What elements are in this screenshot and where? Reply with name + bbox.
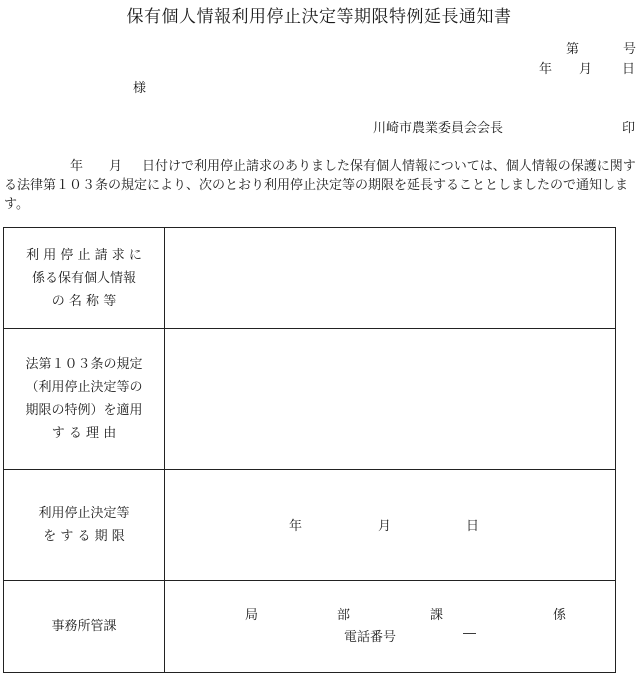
- body-month: 月: [109, 159, 123, 174]
- value-department[interactable]: [165, 581, 616, 673]
- dept-bu: 部: [337, 607, 351, 623]
- issuer-name: 川崎市農業委員会会長: [373, 121, 504, 136]
- addressee-suffix: 様: [133, 81, 147, 96]
- label-line: 係る保有個人情報: [31, 270, 136, 286]
- row-info-name: [4, 228, 616, 329]
- dept-kakari: 係: [553, 607, 567, 623]
- label-reason: [4, 329, 165, 470]
- seal-mark: 印: [622, 121, 636, 136]
- label-line: 期限の特例）を適用: [25, 403, 143, 418]
- label-line: 利用停止決定等: [38, 506, 130, 521]
- value-reason[interactable]: [165, 329, 616, 470]
- label-line: の 名 称 等: [51, 293, 117, 309]
- row-deadline: [4, 470, 616, 581]
- dept-kyoku: 局: [245, 607, 259, 623]
- row-reason: [4, 329, 616, 470]
- date-year: 年: [539, 62, 553, 77]
- deadline-year: 年: [289, 519, 303, 534]
- phone-label: 電話番号: [344, 629, 397, 645]
- label-line: を す る 期 限: [43, 529, 125, 544]
- body-text: 日付けで利用停止請求のありました保有個人情報については、個人情報の保護に関する法律第１０３条の規定により、次のとおり利用停止決定等の期限を延長することとしましたので通知します。: [4, 159, 636, 212]
- deadline-month: 月: [378, 519, 392, 534]
- notice-paragraph: [4, 157, 636, 214]
- deadline-day: 日: [466, 519, 480, 534]
- label-line: 法第１０３条の規定: [25, 357, 143, 372]
- document-title: 保有個人情報利用停止決定等期限特例延長通知書: [126, 7, 512, 27]
- label-deadline: [4, 470, 165, 581]
- value-deadline[interactable]: [165, 470, 616, 581]
- label-line: す る 理 由: [51, 426, 117, 441]
- date-day: 日: [622, 62, 636, 77]
- label-info-name: [4, 228, 165, 329]
- number-go: 号: [623, 42, 637, 57]
- label-department: 事務所管課: [4, 581, 165, 673]
- label-line: （利用停止決定等の: [25, 380, 143, 395]
- body-year: 年: [70, 159, 84, 174]
- value-info-name[interactable]: [165, 228, 616, 329]
- date-month: 月: [579, 62, 593, 77]
- dept-ka: 課: [430, 607, 444, 623]
- number-dai: 第: [566, 42, 580, 57]
- extension-form-table: [3, 227, 616, 673]
- row-department: [4, 581, 616, 673]
- phone-dash: ―: [463, 625, 476, 641]
- label-line: 利 用 停 止 請 求 に: [26, 247, 142, 263]
